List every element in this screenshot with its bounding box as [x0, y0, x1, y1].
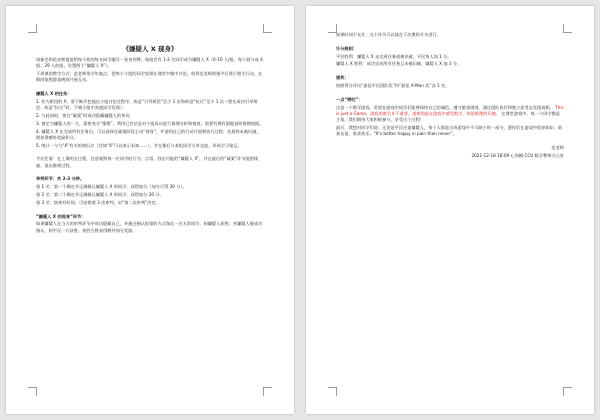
- list-item: 第 2 名：第二个确定并正确指认嫌疑人 X 的同学，获得加分 20 分。: [36, 191, 164, 197]
- signature: 范老师: [551, 144, 564, 150]
- section-heading: 计分规则：: [336, 45, 357, 51]
- section-heading: 审判环节：共 2-3 分钟。: [36, 176, 85, 182]
- margin-mark: [563, 387, 572, 396]
- tip-text-tail: 在课堂游戏中，每一个同学都是主角，我们期待大家积极参与，享受这个过程！: [336, 110, 560, 122]
- list-item: 5. 统计一与与“X”有关的知识点（比如“X”可以表示未知……），并在课后与本组同学分享交流，形成学习笔记。: [36, 142, 242, 148]
- document-title: 《嫌疑人 X 现身》: [122, 45, 178, 53]
- page-body: [36, 32, 264, 235]
- paragraph: 平民任务：在上课的全过程，注意观察每一位同学的行为、言语，找出可能的“嫌疑人 X”，并在最后的“破案”环节提供线索，说出推理过程。: [36, 156, 259, 168]
- signature-date: 2021-12-18 18:09 心尚桐 CCU 数学教师办公室: [471, 152, 564, 158]
- list-item: 第 3 名：如果有时间，可安排第 3 次审判，由“第二次审判”决定。: [36, 199, 160, 205]
- margin-mark: [563, 24, 572, 33]
- list-item: 2. 与此同时，要在“破案”时成功隐藏嫌疑人的身份。: [36, 113, 134, 118]
- document-page-right: [306, 6, 594, 414]
- list-item: 第 1 名：第一个确定并正确指认嫌疑人 X 的同学，获得加分（加分可得 30 分）。: [36, 184, 187, 190]
- section-heading: 颁奖：: [336, 75, 349, 81]
- margin-mark: [263, 24, 272, 33]
- highlighted-text: This is just a Game，游戏的胜负并不重要，重要的是在游戏中感受数学、体验推理的乐趣。: [336, 104, 564, 116]
- section-heading: 嫌疑人 X 的任务：: [36, 91, 72, 97]
- margin-mark: [328, 387, 337, 396]
- margin-mark: [263, 387, 272, 396]
- paragraph: 请新会和范老师提前给每个班的每名同学编号一张身份牌，每组会有 1-2 名同学成为嫌疑人 X（6-10 人/组，每个班分成 4 组；29 人的组，设置两个“嫌疑人 X”）。: [36, 57, 263, 69]
- paragraph: 按照得分评出“最佳平民团队奖”和“最佳 X-Man 奖”各 1 名。: [336, 82, 450, 88]
- paragraph: 下周课的教学方式：范老师依学年地点，把每个小组的同学安排在课堂中集中讨论，收到范老师的指令后进行相关行动，在期间依照游戏规则开展互动。: [36, 71, 263, 83]
- paragraph: 如果时间不允许，这个环节可以放在下次课的开头进行。: [336, 32, 441, 37]
- paragraph: 最后，我想对同学们说：无论是平民还是嫌疑人，每个人都是这场游戏中不可缺少的一部分，愿你们在游戏中收获知识、收获友谊、收获快乐。“It's better happy in pain than never”。: [336, 124, 563, 136]
- tip-text: 这是一个数学游戏，希望在游戏中同学们能够保持自己的诚信，遵守游戏规则，通过团队协作和独立思考去发现真相。: [336, 104, 554, 110]
- section-heading: “嫌疑人 X 的现身”环节：: [36, 213, 86, 219]
- paragraph: 如果嫌疑人在当天的审判环节中成功隐藏自己，并通过指认投票的方式淘汰一名无辜同学，则嫌疑人获胜；若嫌疑人被成功指认，则平民一方获胜。获胜方将获得额外加分奖励。: [36, 221, 263, 233]
- margin-mark: [28, 387, 37, 396]
- list-item: 平民胜利：嫌疑人 X 未完成任务或被识破，平民每人加 1 分。: [336, 53, 452, 59]
- document-page-left: [6, 6, 294, 414]
- section-heading: 一点“唠叨”：: [336, 96, 363, 102]
- list-item: 3. 被定为嫌疑人的一方，需要充分“推理”，利用已有信息对小组成员进行推理分析和排查，需要有理有据地说明推理依据。: [36, 120, 264, 126]
- list-item: 1. 作为阶段的 X，要不断声色地在小组讨论过程中，故意“引导辩论”至少 1 次和故意“抗议”至少 1 次（要在成功引导辩论、故意“抗议”时，不被小组中其他同学发现）；: [36, 99, 258, 111]
- page-body: [336, 32, 564, 160]
- list-item: 4. 嫌疑人 X 在完成所有任务后，可以选择在破案阶段主动“现身”，并说明自己的行动计划和执行过程；若最终未被识破，则获得额外奖励积分。: [36, 128, 261, 140]
- paragraph: [336, 105, 564, 124]
- list-item: 嫌疑人 X 胜利：成功完成所有任务且未被识破，嫌疑人 X 加 3 分。: [336, 61, 462, 67]
